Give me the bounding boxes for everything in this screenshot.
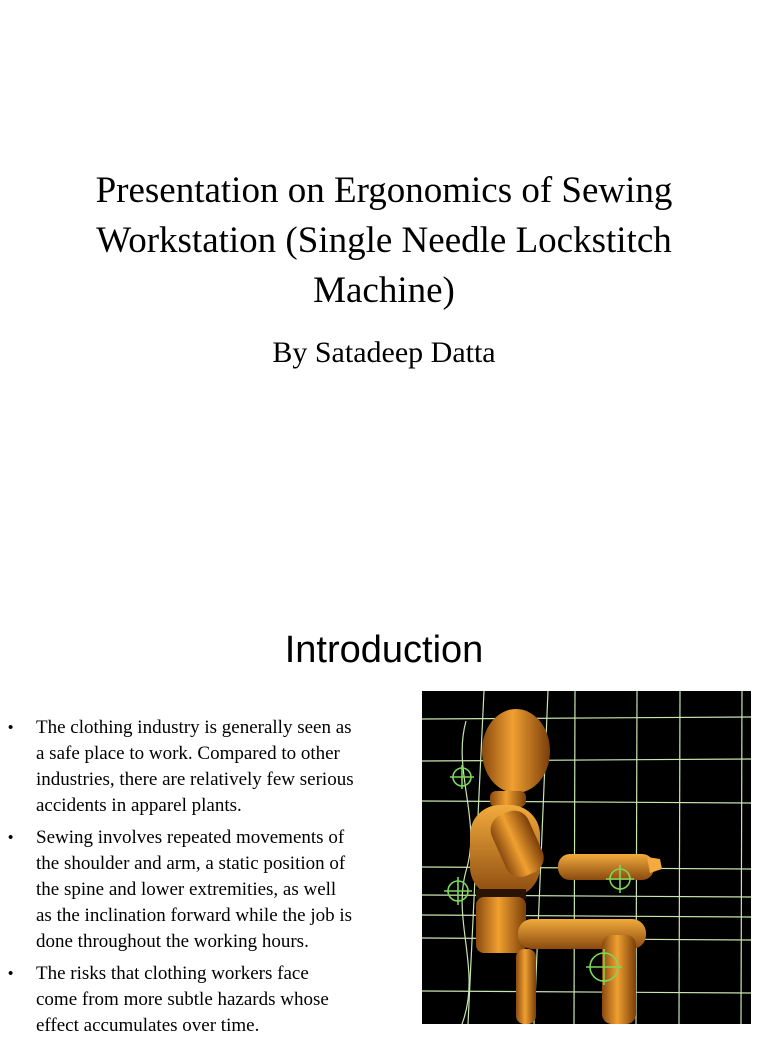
presentation-title bbox=[40, 166, 728, 316]
introduction-slide bbox=[0, 576, 768, 1036]
bullet-line: The risks that clothing workers face bbox=[36, 963, 309, 984]
title-line-1: Presentation on Ergonomics of Sewing bbox=[95, 170, 673, 211]
bullet-line: come from more subtle hazards whose bbox=[36, 989, 329, 1010]
bullet-line: accidents in apparel plants. bbox=[36, 795, 242, 816]
presentation-author: By Satadeep Datta bbox=[272, 336, 496, 369]
title-line-3: Machine) bbox=[313, 270, 455, 311]
bullet-icon: • bbox=[8, 965, 14, 982]
bullet-line: a safe place to work. Compared to other bbox=[36, 743, 340, 764]
bullet-line: Sewing involves repeated movements of bbox=[36, 827, 345, 848]
bullet-icon: • bbox=[8, 829, 14, 846]
bullet-item bbox=[8, 825, 408, 955]
seated-mannequin-figure bbox=[422, 691, 751, 1024]
mannequin-illustration bbox=[422, 691, 751, 1024]
bullet-item bbox=[8, 715, 408, 819]
bullet-line: industries, there are relatively few serious bbox=[36, 769, 354, 790]
bullet-list bbox=[8, 715, 408, 1045]
slide-heading: Introduction bbox=[284, 629, 484, 671]
bullet-line: the shoulder and arm, a static position of bbox=[36, 853, 346, 874]
bullet-line: The clothing industry is generally seen as bbox=[36, 717, 352, 738]
bullet-line: as the inclination forward while the job is bbox=[36, 905, 353, 926]
bullet-item bbox=[8, 961, 408, 1039]
bullet-line: the spine and lower extremities, as well bbox=[36, 879, 337, 900]
bullet-line: done throughout the working hours. bbox=[36, 931, 309, 952]
bullet-line: effect accumulates over time. bbox=[36, 1015, 260, 1036]
bullet-icon: • bbox=[8, 719, 14, 736]
title-line-2: Workstation (Single Needle Lockstitch bbox=[96, 220, 672, 261]
